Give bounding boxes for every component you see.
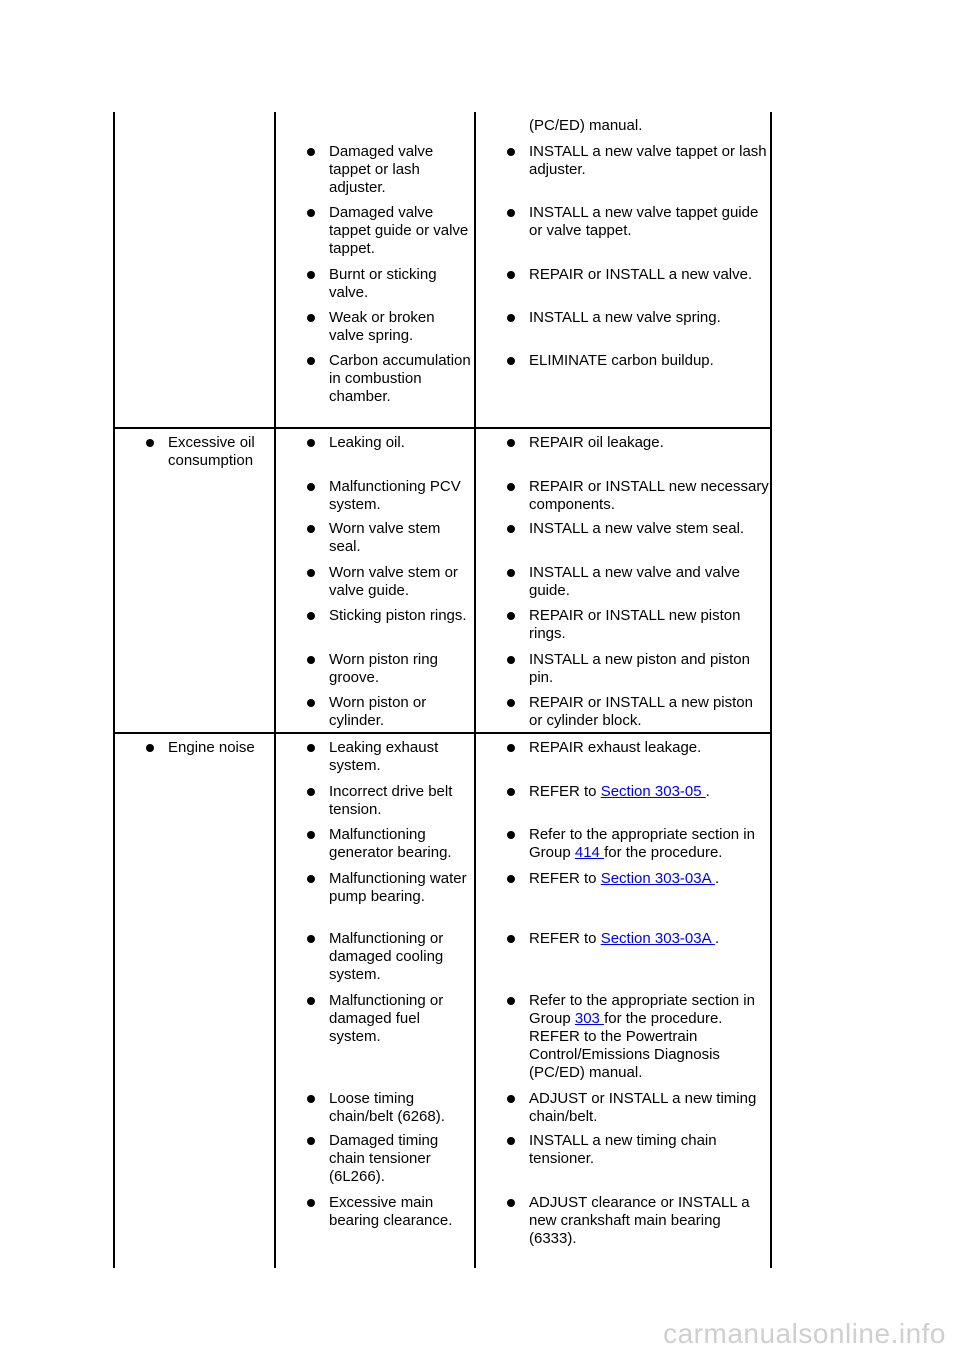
cause-cell	[307, 352, 473, 406]
cell-text: Malfunctioning generator bearing.	[329, 826, 452, 861]
bullet-icon	[307, 357, 315, 365]
cause-cell	[307, 1090, 473, 1126]
action-text: .	[705, 783, 710, 800]
bullet-icon	[507, 699, 515, 707]
cell-text: Damaged valve tappet guide or valve tappet.	[329, 204, 469, 257]
action-text: REFER to	[529, 870, 601, 887]
cell-text: Damaged valve tappet or lash adjuster.	[329, 143, 434, 196]
action-cell	[507, 352, 769, 370]
bullet-icon	[507, 569, 515, 577]
cause-cell	[307, 992, 473, 1046]
cause-cell	[307, 309, 473, 345]
action-text: REPAIR exhaust leakage.	[529, 739, 702, 756]
action-text: REPAIR or INSTALL a new piston or cylinder block.	[529, 694, 753, 729]
cell-text: Worn piston or cylinder.	[329, 694, 427, 729]
bullet-icon	[507, 148, 515, 156]
bullet-icon	[307, 744, 315, 752]
cause-cell	[307, 478, 473, 514]
cause-cell	[307, 607, 473, 625]
action-cell	[507, 1132, 769, 1168]
cell-text: Malfunctioning or damaged fuel system.	[329, 992, 444, 1045]
bullet-icon	[507, 1137, 515, 1145]
action-cell	[507, 309, 769, 327]
column-border-2	[474, 112, 476, 1268]
bullet-icon	[507, 439, 515, 447]
cause-cell	[307, 1194, 473, 1230]
cell-text: Worn piston ring groove.	[329, 651, 438, 686]
action-cell	[507, 992, 769, 1082]
column-border-1	[274, 112, 276, 1268]
action-cell	[507, 826, 769, 862]
cause-cell	[307, 870, 473, 906]
column-border-0	[113, 112, 115, 1268]
cause-cell	[307, 204, 473, 258]
bullet-icon	[507, 1095, 515, 1103]
row-divider-0	[113, 427, 772, 429]
carryover-text: (PC/ED) manual.	[529, 117, 643, 134]
action-text: REFER to	[529, 930, 601, 947]
action-text: ADJUST or INSTALL a new timing chain/belt.	[529, 1090, 757, 1125]
action-text: .	[714, 870, 720, 887]
action-text: REFER to	[529, 783, 601, 800]
action-cell	[507, 143, 769, 179]
cell-text: Weak or broken valve spring.	[329, 309, 435, 344]
bullet-icon	[307, 1095, 315, 1103]
cause-cell	[307, 651, 473, 687]
action-text: INSTALL a new valve tappet or lash adjuster.	[529, 143, 767, 178]
cause-cell	[307, 520, 473, 556]
cause-cell	[307, 143, 473, 197]
bullet-icon	[307, 831, 315, 839]
cell-text: Sticking piston rings.	[329, 607, 467, 624]
cell-text: Burnt or sticking valve.	[329, 266, 437, 301]
cell-text: Excessive main bearing clearance.	[329, 1194, 453, 1229]
cell-text: Loose timing chain/belt (6268).	[329, 1090, 445, 1125]
bullet-icon	[507, 612, 515, 620]
bullet-icon	[307, 209, 315, 217]
bullet-icon	[307, 699, 315, 707]
bullet-icon	[307, 612, 315, 620]
cell-text: Incorrect drive belt tension.	[329, 783, 453, 818]
bullet-icon	[307, 656, 315, 664]
bullet-icon	[307, 1199, 315, 1207]
bullet-icon	[307, 483, 315, 491]
action-cell	[507, 204, 769, 240]
bullet-icon	[146, 744, 154, 752]
bullet-icon	[307, 788, 315, 796]
cell-text: Engine noise	[168, 739, 255, 756]
bullet-icon	[507, 357, 515, 365]
action-cell	[507, 266, 769, 284]
bullet-icon	[307, 439, 315, 447]
section-link[interactable]: Section 303-03A	[600, 930, 715, 947]
cause-cell	[307, 266, 473, 302]
action-cell	[507, 520, 769, 538]
action-cell	[507, 739, 769, 757]
action-text: REPAIR oil leakage.	[529, 434, 664, 451]
column-border-3	[770, 112, 772, 1268]
action-text: ELIMINATE carbon buildup.	[529, 352, 714, 369]
watermark-text: carmanualsonline.info	[663, 1318, 946, 1349]
action-text: ADJUST clearance or INSTALL a new crankshaft main bearing (6333).	[529, 1194, 750, 1247]
action-cell	[507, 930, 769, 948]
bullet-icon	[307, 935, 315, 943]
cell-text: Excessive oil consumption	[168, 434, 255, 469]
cause-cell	[307, 930, 473, 984]
symptom-cell	[146, 739, 274, 757]
action-cell	[507, 870, 769, 888]
row-divider-1	[113, 732, 772, 734]
action-cell	[507, 783, 769, 801]
action-text: Refer to the appropriate section in Group	[529, 992, 755, 1027]
action-text: REPAIR or INSTALL new piston rings.	[529, 607, 741, 642]
bullet-icon	[507, 997, 515, 1005]
cell-text: Leaking exhaust system.	[329, 739, 439, 774]
action-text: INSTALL a new valve and valve guide.	[529, 564, 740, 599]
bullet-icon	[507, 271, 515, 279]
action-cell	[507, 607, 769, 643]
action-cell	[507, 1194, 769, 1248]
cell-text: Malfunctioning PCV system.	[329, 478, 461, 513]
action-text: for the procedure. REFER to the Powertrain Control/Emissions Diagnosis (PC/ED) manual.	[529, 1010, 723, 1081]
bullet-icon	[307, 569, 315, 577]
bullet-icon	[307, 314, 315, 322]
action-cell	[507, 564, 769, 600]
section-link[interactable]: 414	[574, 844, 605, 861]
bullet-icon	[307, 1137, 315, 1145]
bullet-icon	[507, 875, 515, 883]
bullet-icon	[507, 935, 515, 943]
bullet-icon	[507, 1199, 515, 1207]
bullet-icon	[507, 656, 515, 664]
cause-cell	[307, 783, 473, 819]
bullet-icon	[307, 997, 315, 1005]
action-text: INSTALL a new valve stem seal.	[529, 520, 745, 537]
action-text: INSTALL a new valve tappet guide or valve tappet.	[529, 204, 759, 239]
section-link[interactable]: Section 303-03A	[600, 870, 715, 887]
action-text: INSTALL a new valve spring.	[529, 309, 721, 326]
action-cell	[507, 1090, 769, 1126]
bullet-icon	[307, 148, 315, 156]
bullet-icon	[507, 209, 515, 217]
action-text: Refer to the appropriate section in Group	[529, 826, 755, 861]
bullet-icon	[507, 525, 515, 533]
bullet-icon	[507, 314, 515, 322]
cause-cell	[307, 1132, 473, 1186]
action-text: for the procedure.	[604, 844, 723, 861]
cause-cell	[307, 564, 473, 600]
bullet-icon	[307, 875, 315, 883]
bullet-icon	[307, 271, 315, 279]
cause-cell	[307, 694, 473, 730]
bullet-icon	[146, 439, 154, 447]
action-cell	[507, 651, 769, 687]
cell-text: Worn valve stem seal.	[329, 520, 441, 555]
cause-cell	[307, 739, 473, 775]
action-text: INSTALL a new timing chain tensioner.	[529, 1132, 717, 1167]
action-text: REPAIR or INSTALL a new valve.	[529, 266, 753, 283]
bullet-icon	[507, 831, 515, 839]
cause-cell	[307, 826, 473, 862]
action-text: REPAIR or INSTALL new necessary components.	[529, 478, 769, 513]
cell-text: Worn valve stem or valve guide.	[329, 564, 458, 599]
cell-text: Carbon accumulation in combustion chamber.	[329, 352, 471, 405]
bullet-icon	[507, 744, 515, 752]
symptom-cell	[146, 434, 274, 470]
cell-text: Malfunctioning or damaged cooling system.	[329, 930, 444, 983]
action-cell	[507, 694, 769, 730]
action-text: .	[714, 930, 720, 947]
bullet-icon	[507, 788, 515, 796]
action-cell	[507, 434, 769, 452]
cause-cell	[307, 434, 473, 452]
action-cell	[507, 478, 769, 514]
section-link[interactable]: 303	[574, 1010, 605, 1027]
bullet-icon	[307, 525, 315, 533]
bullet-icon	[507, 483, 515, 491]
section-link[interactable]: Section 303-05	[600, 783, 706, 800]
cell-text: Damaged timing chain tensioner (6L266).	[329, 1132, 439, 1185]
cell-text: Leaking oil.	[329, 434, 405, 451]
action-text: INSTALL a new piston and piston pin.	[529, 651, 750, 686]
cell-text: Malfunctioning water pump bearing.	[329, 870, 467, 905]
